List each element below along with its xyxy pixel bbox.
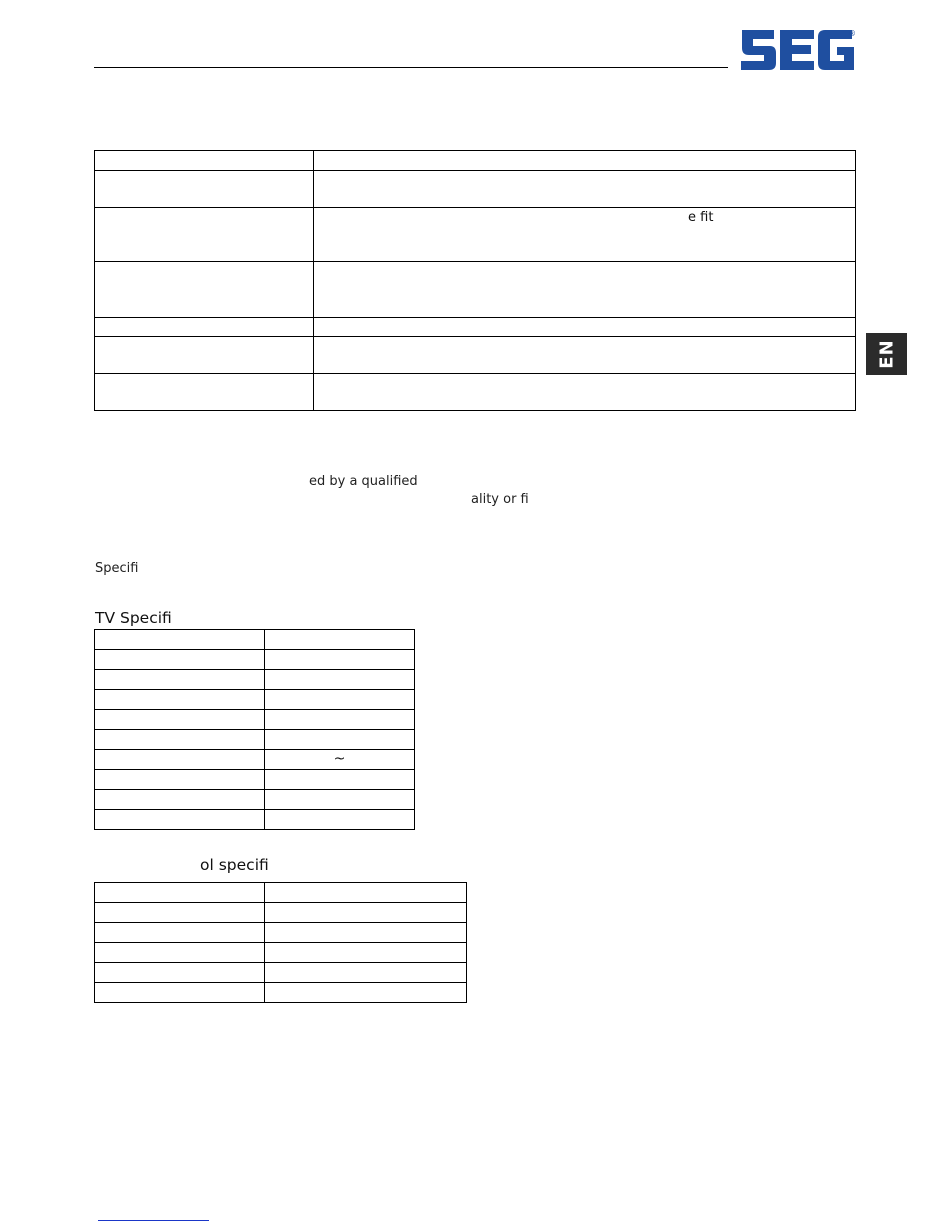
table-row [95,208,856,262]
table-row [95,318,856,337]
table-row [95,943,467,963]
spec-label [95,630,265,650]
spec-value [265,710,415,730]
table-row [95,650,415,670]
table-cell [314,262,856,318]
table-row [95,710,415,730]
table-row [95,883,467,903]
table-cell [95,262,314,318]
spec-label [95,650,265,670]
table-row [95,171,856,208]
spec-value [265,670,415,690]
note-fragment-2: ality or fi [471,492,529,507]
spec-value [265,883,467,903]
spec-value [265,903,467,923]
remote-specs-heading: ol specifi [200,856,269,874]
troubleshooting-table [94,150,856,411]
table-cell [314,374,856,411]
spec-label [95,963,265,983]
header-rule [94,67,728,68]
spec-value [265,630,415,650]
spec-value: ~ [265,750,415,770]
table-row [95,903,467,923]
spec-value [265,730,415,750]
table-cell [95,151,314,171]
spec-label [95,710,265,730]
table-row [95,983,467,1003]
seg-logo [740,26,858,72]
table-row [95,730,415,750]
note-fragment-1: ed by a qualified [309,474,418,489]
spec-value [265,963,467,983]
table-cell [95,374,314,411]
registered-mark: ® [848,29,856,38]
table-row [95,262,856,318]
spec-label [95,670,265,690]
table-cell [314,318,856,337]
tv-specs-table [94,629,415,830]
table-row [95,630,415,650]
language-tab-label: EN [876,339,897,369]
table-cell [95,318,314,337]
table-cell [95,337,314,374]
table-cell [314,337,856,374]
table-cell [95,208,314,262]
table-row [95,770,415,790]
table-cell [314,171,856,208]
table-row [95,670,415,690]
spec-label [95,923,265,943]
spec-value [265,983,467,1003]
spec-label [95,983,265,1003]
cell-fragment: e fit [688,210,714,225]
table-row [95,690,415,710]
table-row [95,750,415,770]
spec-label [95,943,265,963]
spec-value [265,650,415,670]
spec-label [95,790,265,810]
table-row [95,810,415,830]
spec-label [95,770,265,790]
table-cell [314,208,856,262]
remote-specs-table [94,882,467,1003]
table-row [95,337,856,374]
spec-label [95,750,265,770]
table-row [95,923,467,943]
spec-value [265,810,415,830]
spec-value [265,943,467,963]
spec-value [265,690,415,710]
spec-value [265,790,415,810]
table-row [95,151,856,171]
spec-label [95,730,265,750]
spec-label [95,883,265,903]
tv-specs-heading: TV Specifi [95,609,172,627]
spec-label [95,810,265,830]
table-cell [314,151,856,171]
footer-link-underline[interactable] [98,1220,209,1221]
language-tab[interactable] [866,333,907,375]
table-row [95,374,856,411]
spec-value [265,923,467,943]
spec-value [265,770,415,790]
spec-note-fragment: Specifi [95,561,139,576]
spec-label [95,690,265,710]
spec-label [95,903,265,923]
table-row [95,963,467,983]
table-row [95,790,415,810]
table-cell [95,171,314,208]
